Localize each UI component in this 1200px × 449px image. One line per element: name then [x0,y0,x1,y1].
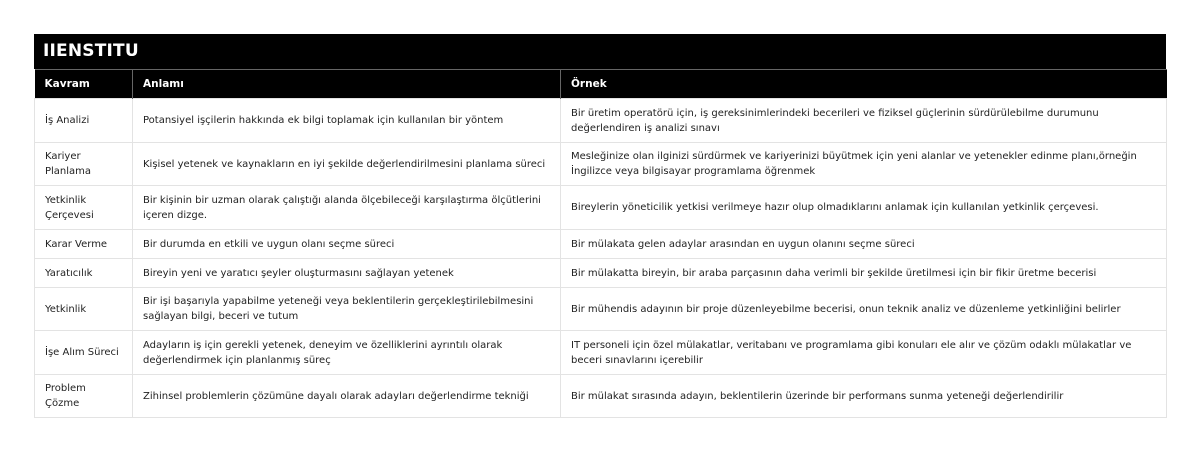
cell-ornek: Mesleğinize olan ilginizi sürdürmek ve kariyerinizi büyütmek için yeni alanlar ve yetenekler edinme planı,örneğin İngilizce veya bilgisayar programlama öğrenmek [561,143,1167,186]
cell-anlami: Zihinsel problemlerin çözümüne dayalı olarak adayları değerlendirme tekniği [133,375,561,418]
cell-kavram: Kariyer Planlama [35,143,133,186]
concept-table [34,69,1167,418]
column-header-ornek: Örnek [561,70,1167,99]
table-row [35,230,1167,259]
cell-kavram: İş Analizi [35,99,133,143]
cell-kavram: Yetkinlik [35,288,133,331]
cell-anlami: Adayların iş için gerekli yetenek, deneyim ve özelliklerini ayrıntılı olarak değerlendirmek için planlanmış süreç [133,331,561,375]
cell-ornek: Bir mülakata gelen adaylar arasından en uygun olanını seçme süreci [561,230,1167,259]
cell-kavram: Karar Verme [35,230,133,259]
cell-kavram: Problem Çözme [35,375,133,418]
table-row [35,99,1167,143]
table-row [35,259,1167,288]
cell-ornek: Bir üretim operatörü için, iş gereksinimlerindeki becerileri ve fiziksel güçlerinin sürdürülebilme durumunu değerlendiren iş analizi sınavı [561,99,1167,143]
column-header-kavram: Kavram [35,70,133,99]
cell-kavram: Yetkinlik Çerçevesi [35,186,133,230]
cell-anlami: Bir kişinin bir uzman olarak çalıştığı alanda ölçebileceği karşılaştırma ölçütlerini içeren dizge. [133,186,561,230]
table-row [35,288,1167,331]
column-header-anlami: Anlamı [133,70,561,99]
cell-anlami: Bir durumda en etkili ve uygun olanı seçme süreci [133,230,561,259]
cell-ornek: Bir mühendis adayının bir proje düzenleyebilme becerisi, onun teknik analiz ve düzenleme yetkinliğini belirler [561,288,1167,331]
content-wrapper [34,34,1166,418]
table-row [35,331,1167,375]
cell-ornek: Bireylerin yöneticilik yetkisi verilmeye hazır olup olmadıklarını anlamak için kullanılan yetkinlik çerçevesi. [561,186,1167,230]
table-row [35,375,1167,418]
cell-anlami: Potansiyel işçilerin hakkında ek bilgi toplamak için kullanılan bir yöntem [133,99,561,143]
cell-ornek: Bir mülakatta bireyin, bir araba parçasının daha verimli bir şekilde üretilmesi için bir fikir üretme becerisi [561,259,1167,288]
brand-header: IIENSTITU [34,34,1166,69]
table-header-row [35,70,1167,99]
cell-anlami: Bireyin yeni ve yaratıcı şeyler oluşturmasını sağlayan yetenek [133,259,561,288]
cell-ornek: IT personeli için özel mülakatlar, veritabanı ve programlama gibi konuları ele alır ve çözüm odaklı mülakatlar ve beceri sınavlarını içerebilir [561,331,1167,375]
table-row [35,143,1167,186]
cell-ornek: Bir mülakat sırasında adayın, beklentilerin üzerinde bir performans sunma yeteneği değerlendirilir [561,375,1167,418]
cell-kavram: İşe Alım Süreci [35,331,133,375]
table-row [35,186,1167,230]
cell-anlami: Bir işi başarıyla yapabilme yeteneği veya beklentilerin gerçekleştirilebilmesini sağlayan bilgi, beceri ve tutum [133,288,561,331]
cell-kavram: Yaratıcılık [35,259,133,288]
cell-anlami: Kişisel yetenek ve kaynakların en iyi şekilde değerlendirilmesini planlama süreci [133,143,561,186]
